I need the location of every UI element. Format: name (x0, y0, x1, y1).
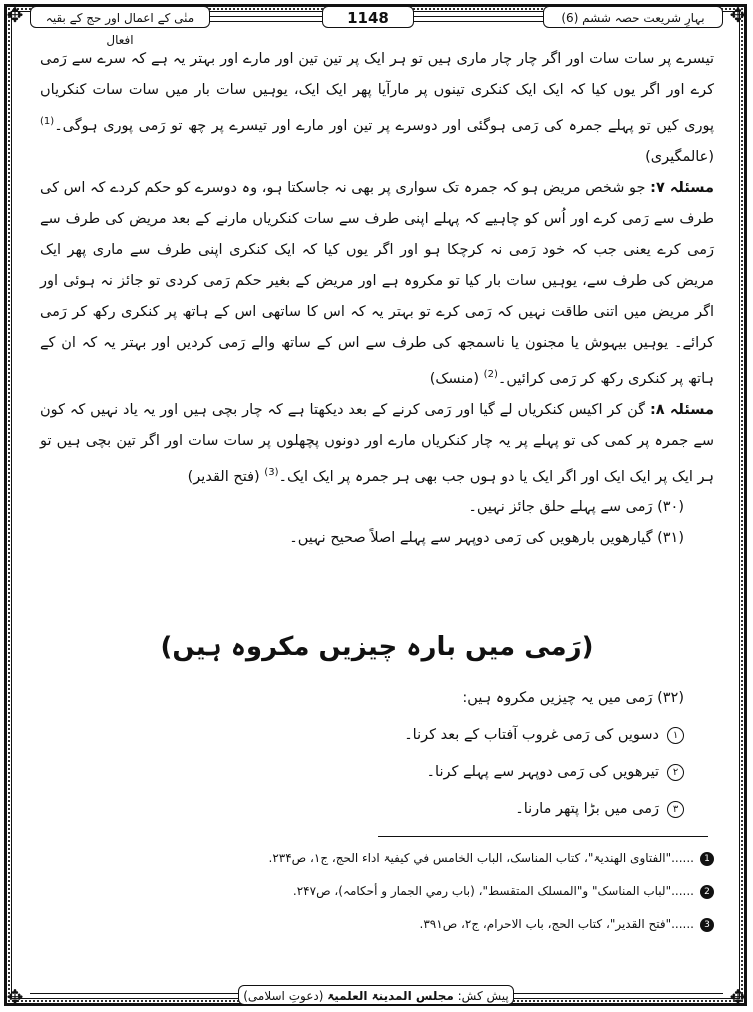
corner-ornament-icon: ✥ (6, 3, 24, 27)
masla-7: مسئلہ ۷: جو شخص مریض ہو کہ جمرہ تک سواری پر بھی نہ جاسکتا ہو، وہ دوسرے کو حکم کردے کہ اس کی طرف سے رَمی کرے اور اُس کو چاہیے کہ پہلے اپنی طرف سے سات کنکریاں مارنے کے بعد مریض کی طرف سے رَمی کرے یعنی جب کہ خود رَمی نہ کرچکا ہو اور اگر یوں کیا کہ ایک کنکری اپنی طرف سے ماری پھر ایک مریض کی طرف سے، یوہیں سات بار کیا تو مکروہ ہے اور مریض کے بغیر حکم رَمی کردی تو جائز نہ ہوئی اور اگر مریض میں اتنی طاقت نہیں کہ رَمی کرے تو بہتر یہ کہ اس کا ساتھی اس کے ہاتھ پر کنکری رکھ کر رَمی کرائے۔ یوہیں بیہوش یا مجنون یا ناسمجھ کی طرف سے اس کے ساتھ والے رَمی کردیں اور بہتر یہ کہ ان کے ہاتھ پر کنکری رکھ کر رَمی کرائیں۔$^{(2)}$ (منسک) (40, 179, 714, 387)
source-citation: (منسک) (429, 370, 480, 387)
list-item: ٣رَمی میں بڑا پتھر مارنا۔ (40, 791, 714, 828)
rule-30: (۳۰) رَمی سے پہلے حلق جائز نہیں۔ (468, 499, 684, 516)
page-number: 1148 (322, 6, 414, 28)
makruh-list (40, 680, 714, 828)
source-citation: (عالمگیری) (645, 148, 714, 165)
corner-ornament-icon: ✥ (729, 3, 747, 27)
footnote: 1......"الفتاوی الھندیۃ"، کتاب المناسک، الباب الخامس في کیفیۃ اداء الحج، ج۱، ص۲۳۴. (40, 848, 714, 869)
chapter-title: منٰی کے اعمال اور حج کے بقیہ افعال (30, 6, 210, 28)
footnote: 2......"لباب المناسک" و"المسلک المتقسط"، (باب رمي الجمار و أحکامہ)، ص۲۴۷. (40, 881, 714, 902)
page-header (0, 6, 753, 47)
publisher-credit: پیش کش: مجلس المدینۃ العلمیۃ (دعوتِ اسلامی) (238, 985, 514, 1005)
main-text (40, 44, 714, 554)
section-heading: (رَمی میں بارہ چیزیں مکروہ ہیں) (160, 632, 594, 662)
item-number: ١ (667, 727, 684, 744)
footnote-ref: (2) (483, 368, 498, 380)
source-citation: (فتح القدیر) (187, 468, 260, 485)
list-item: ١دسویں کی رَمی غروب آفتاب کے بعد کرنا۔ (40, 717, 714, 754)
book-title: بہارِ شریعت حصہ ششم (6) (543, 6, 723, 28)
masla-label: مسئلہ ۷: (650, 179, 714, 196)
corner-ornament-icon: ✥ (729, 985, 747, 1009)
list-intro: (۳۲) رَمی میں یہ چیزیں مکروہ ہیں: (462, 690, 684, 706)
item-number: ٢ (667, 764, 684, 781)
corner-ornament-icon: ✥ (6, 985, 24, 1009)
footnote-number: 1 (700, 852, 714, 866)
footnotes (40, 848, 714, 947)
masla-label: مسئلہ ۸: (649, 401, 714, 418)
footnote-ref: (1) (40, 116, 55, 127)
rule-31: (۳۱) گیارھویں بارھویں کی رَمی دوپہر سے پہلے اصلاً صحیح نہیں۔ (289, 530, 684, 547)
footnote: 3......"فتح القدیر"، کتاب الحج، باب الاحرام، ج۲، ص۳۹۱. (40, 914, 714, 935)
publisher-name: مجلس المدینۃ العلمیۃ (327, 989, 454, 1003)
footnote-divider (378, 836, 708, 837)
footnote-number: 2 (700, 885, 714, 899)
page-footer (0, 985, 753, 1007)
footnote-ref: (3) (264, 466, 279, 478)
footnote-number: 3 (700, 918, 714, 932)
item-number: ٣ (667, 801, 684, 818)
paragraph: تیسرے پر سات سات اور اگر چار چار ماری ہیں تو ہر ایک پر تین تین اور مارے اور بہتر یہ ہے کہ سرے سے رَمی کرے اور اگر یوں کیا کہ ایک ایک کنکری تینوں پر مارآیا پھر ایک ایک، یوہیں سات بار میں سات سات کنکریاں پوری کیں تو پہلے جمرہ کی رَمی ہوگئی اور دوسرے پر تین اور مارے اور تیسرے پر چھ تو رَمی پوری ہوگی۔$^{(1)}$ (عالمگیری) (40, 51, 714, 165)
list-item: ٢تیرھویں کی رَمی دوپہر سے پہلے کرنا۔ (40, 754, 714, 791)
masla-8: مسئلہ ۸: گن کر اکیس کنکریاں لے گیا اور رَمی کرنے کے بعد دیکھتا ہے کہ چار بچی ہیں اور یہ یاد نہیں کہ کون سے جمرہ پر کمی کی تو پہلے پر یہ چار کنکریاں مارے اور دونوں پچھلوں پر سات سات اور اگر تین بچی ہیں تو ہر ایک پر ایک ایک اور اگر ایک یا دو ہوں جب بھی ہر جمرہ پر ایک ایک۔$^{(3)}$ (فتح القدیر) (40, 401, 714, 485)
